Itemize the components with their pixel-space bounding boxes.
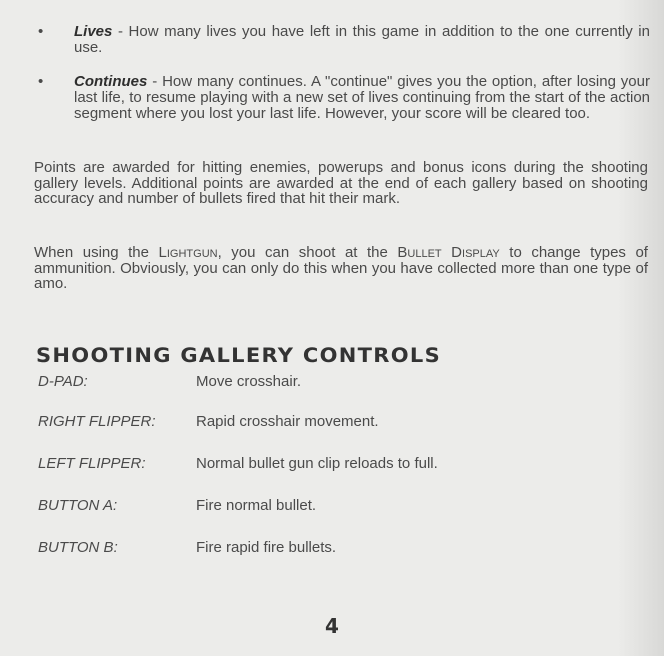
status-bullet-list <box>34 24 650 140</box>
bullet-text-lives: How many lives you have left in this game in addition to the one currently in use. <box>74 23 650 56</box>
control-key: LEFT FLIPPER: <box>38 455 146 472</box>
control-action: Normal bullet gun clip reloads to full. <box>196 455 438 472</box>
control-row-dpad <box>38 373 638 413</box>
bullet-display-term: Bullet Display <box>397 244 500 261</box>
control-key: BUTTON B: <box>38 539 118 556</box>
control-key: RIGHT FLIPPER: <box>38 413 156 430</box>
bullet-text-continues: How many continues. A "continue" gives you the option, after losing your last life, to resume playing with a new set of lives continuing from the start of the action segment where you lost your last life. However, your score will be cleared too. <box>74 73 650 122</box>
control-row-left-flipper <box>38 455 638 497</box>
control-action: Move crosshair. <box>196 373 302 390</box>
lightgun-paragraph <box>34 245 648 292</box>
bullet-marker: • <box>38 23 44 40</box>
control-key: D-PAD: <box>38 373 88 390</box>
controls-table <box>38 373 638 581</box>
control-action: Fire rapid fire bullets. <box>196 539 337 556</box>
control-row-button-b <box>38 539 638 581</box>
lightgun-text-part3: to change types of ammunition. Obviously, you can only do this when you have collected more than one type of amo. <box>34 244 648 292</box>
bullet-continues <box>34 74 650 122</box>
bullet-lives <box>34 24 650 56</box>
lightgun-term: Lightgun <box>158 244 218 261</box>
control-row-button-a <box>38 497 638 539</box>
bullet-separator: - <box>112 23 129 40</box>
page-number: 4 <box>325 614 339 638</box>
control-action: Rapid crosshair movement. <box>196 413 379 430</box>
lightgun-text-part2: , you can shoot at the <box>217 244 398 261</box>
control-action: Fire normal bullet. <box>196 497 317 514</box>
control-key: BUTTON A: <box>38 497 118 514</box>
bullet-term-lives: Lives <box>74 23 113 40</box>
bullet-marker: • <box>38 73 44 90</box>
section-title-shooting-gallery-controls: SHOOTING GALLERY CONTROLS <box>36 344 441 367</box>
bullet-term-continues: Continues <box>74 73 148 90</box>
bullet-separator: - <box>147 73 163 90</box>
control-row-right-flipper <box>38 413 638 455</box>
points-paragraph: Points are awarded for hitting enemies, powerups and bonus icons during the shooting gallery levels. Additional points are awarded at the end of each gallery based on shooting accuracy and number of bullets fired that hit their mark. <box>34 159 648 207</box>
lightgun-text-part1: When using the <box>34 244 159 261</box>
